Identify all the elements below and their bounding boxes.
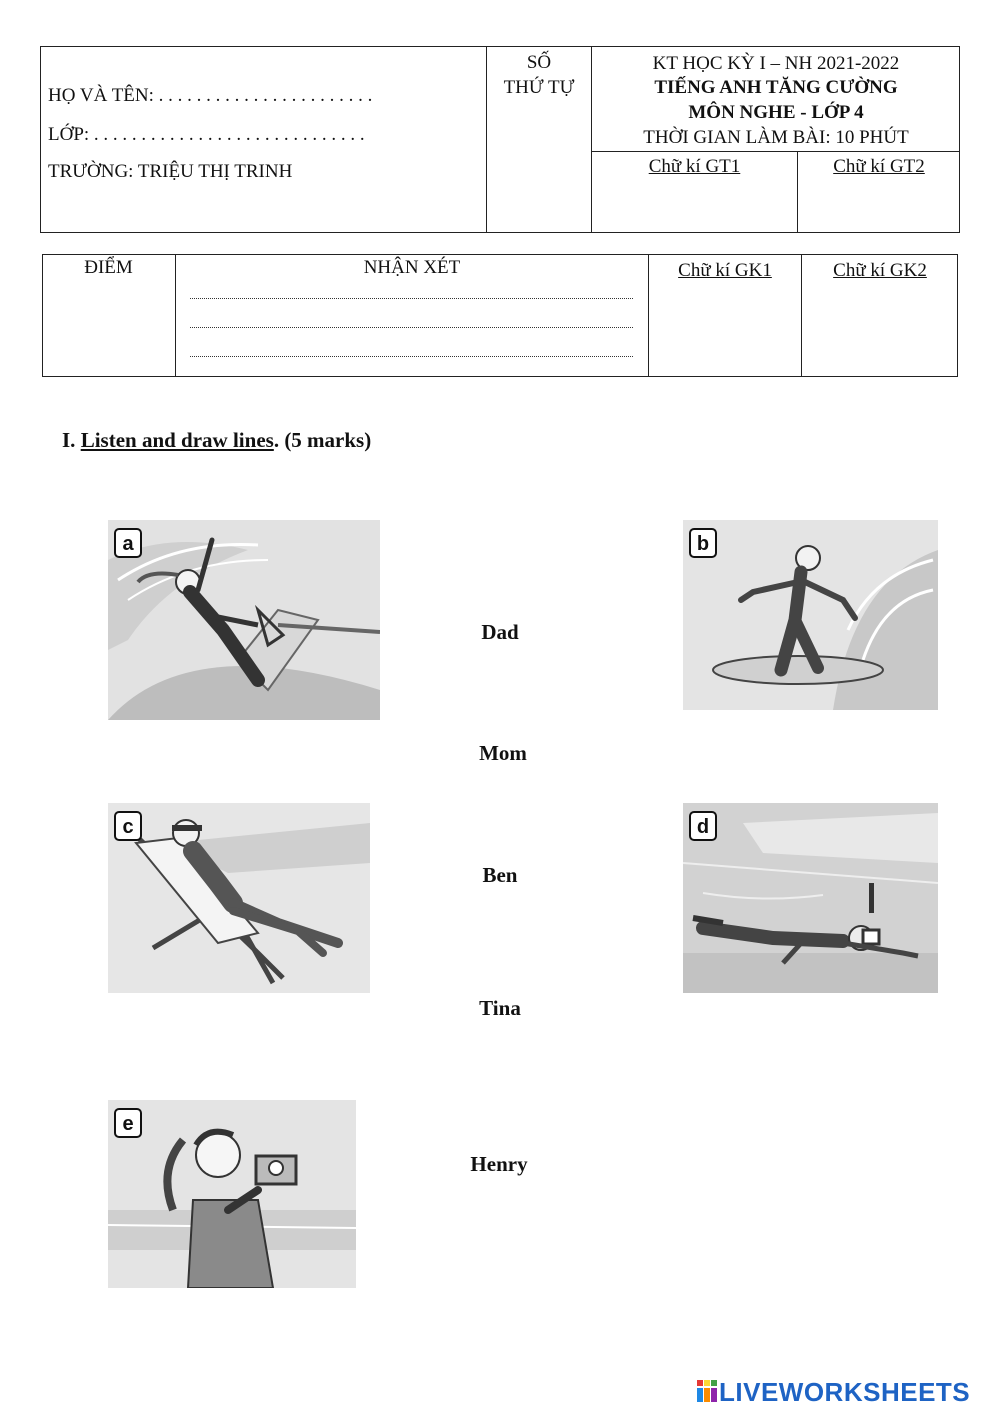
divider	[591, 151, 960, 152]
serial-label: THỨ TỰ	[503, 77, 575, 98]
school-label: TRƯỜNG: TRIỆU THỊ TRINH	[48, 161, 293, 182]
signature-gk2-label: Chữ kí GK2	[833, 260, 927, 281]
comment-line[interactable]	[190, 356, 633, 357]
exercise-title: Listen and draw lines	[80, 428, 274, 452]
picture-letter: e	[114, 1108, 142, 1138]
water-skiing-girl-picture	[108, 520, 380, 720]
exam-skill: MÔN NGHE - LỚP 4	[688, 102, 864, 123]
exam-title: KT HỌC KỲ I – NH 2021-2022	[652, 53, 900, 74]
serial-label: SỐ	[526, 52, 552, 73]
liveworksheets-logo-icon	[697, 1380, 717, 1402]
picture-d[interactable]	[683, 803, 938, 993]
picture-e[interactable]	[108, 1100, 356, 1288]
signature-gt2-label: Chữ kí GT2	[833, 156, 925, 177]
student-name-field[interactable]: HỌ VÀ TÊN: . . . . . . . . . . . . . . . . . . . . . . .	[48, 85, 373, 106]
name-henry[interactable]: Henry	[470, 1152, 528, 1176]
comment-line[interactable]	[190, 298, 633, 299]
picture-a[interactable]	[108, 520, 380, 720]
signature-gt1-label: Chữ kí GT1	[648, 156, 741, 177]
picture-letter: a	[114, 528, 142, 558]
picture-c[interactable]	[108, 803, 370, 993]
comment-line[interactable]	[190, 327, 633, 328]
exam-subject: TIẾNG ANH TĂNG CƯỜNG	[654, 77, 898, 98]
name-mom[interactable]: Mom	[479, 741, 527, 765]
comment-label: NHẬN XÉT	[363, 257, 461, 278]
sunbathing-man-picture	[108, 803, 370, 993]
exercise-number: I.	[62, 428, 76, 452]
signature-gk1-label: Chữ kí GK1	[678, 260, 772, 281]
brand-wordmark: LIVEWORKSHEETS	[719, 1377, 971, 1407]
picture-letter: b	[689, 528, 717, 558]
picture-b[interactable]	[683, 520, 938, 710]
photographing-girl-picture	[108, 1100, 356, 1288]
name-tina[interactable]: Tina	[479, 996, 521, 1020]
name-dad[interactable]: Dad	[481, 620, 519, 644]
class-field[interactable]: LỚP: . . . . . . . . . . . . . . . . . . . . . . . . . . . . .	[48, 124, 365, 145]
name-ben[interactable]: Ben	[482, 863, 518, 887]
score-label: ĐIỂM	[84, 257, 133, 278]
picture-letter: c	[114, 811, 142, 841]
picture-letter: d	[689, 811, 717, 841]
exam-duration: THỜI GIAN LÀM BÀI: 10 PHÚT	[643, 127, 909, 148]
exercise-marks: . (5 marks)	[273, 428, 372, 452]
divider	[486, 46, 487, 233]
surfing-boy-picture	[683, 520, 938, 710]
exercise-heading	[62, 428, 371, 453]
snorkeling-man-picture	[683, 803, 938, 993]
